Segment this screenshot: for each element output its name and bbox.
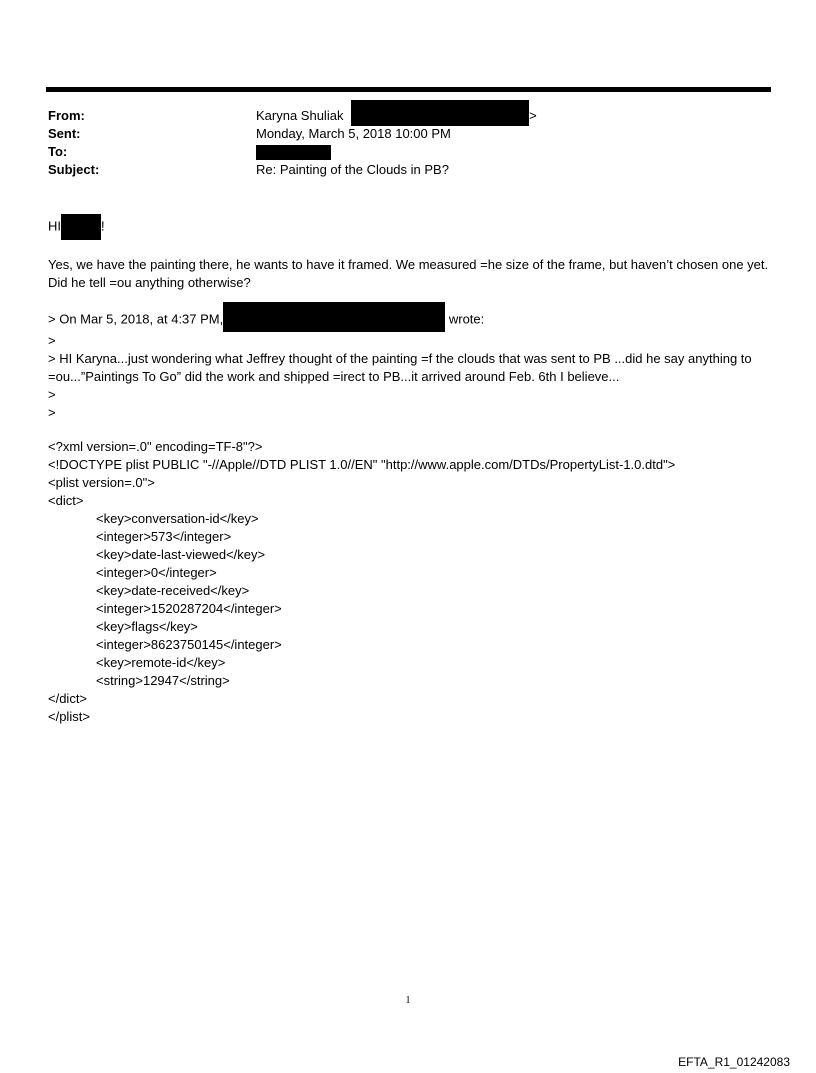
plist-entry: <key>conversation-id</key> (96, 511, 259, 526)
plist-open: <plist version=.0"> (48, 475, 155, 490)
redaction-box (256, 145, 331, 160)
greeting (48, 214, 773, 240)
from-row (48, 107, 768, 125)
plist-entry: <integer>1520287204</integer> (96, 601, 282, 616)
subject-value: Re: Painting of the Clouds in PB? (256, 162, 449, 177)
reply-paragraph: Yes, we have the painting there, he wants to have it framed. We measured =he size of the frame, but haven’t chosen one yet. Did he tell =ou anything otherwise? (48, 257, 769, 290)
header-rule (46, 87, 771, 92)
quote-line: > (48, 333, 56, 348)
plist-entry: <string>12947</string> (96, 673, 230, 688)
dict-close: </dict> (48, 691, 88, 706)
plist-entry: <integer>8623750145</integer> (96, 637, 282, 652)
from-name: Karyna Shuliak (256, 108, 344, 123)
quote-line: > (48, 387, 56, 402)
quote-intro-wrote: wrote: (448, 311, 485, 327)
from-close: > (529, 108, 537, 123)
sent-value: Monday, March 5, 2018 10:00 PM (256, 126, 451, 141)
sent-label: Sent: (48, 126, 81, 141)
page-number: 1 (405, 995, 411, 1006)
quote-line: > (48, 405, 56, 420)
greeting-text: HI (48, 218, 61, 234)
greeting-exclaim: ! (101, 218, 105, 234)
to-row (48, 143, 768, 161)
email-body (48, 214, 773, 726)
subject-label: Subject: (48, 162, 100, 177)
redaction-box (351, 100, 529, 126)
plist-xml-declaration: <?xml version=.0" encoding=TF-8"?> (48, 439, 263, 454)
dict-open: <dict> (48, 493, 84, 508)
plist-entry: <key>date-received</key> (96, 583, 250, 598)
quote-intro-text: > On Mar 5, 2018, at 4:37 PM, (48, 311, 224, 327)
quote-message: > HI Karyna...just wondering what Jeffrey thought of the painting =f the clouds that was sent to PB ...did he say anything to =ou...”Paintings To Go” did the work and shipped =irect to PB...it arrived around Feb. 6th I believe... (48, 351, 752, 384)
from-label: From: (48, 108, 85, 123)
redaction-box (61, 214, 101, 240)
to-value (256, 143, 331, 161)
plist-entry: <integer>573</integer> (96, 529, 232, 544)
plist-close: </plist> (48, 709, 90, 724)
email-header (48, 107, 768, 179)
to-label: To: (48, 144, 68, 159)
document-id: EFTA_R1_01242083 (678, 1055, 790, 1069)
plist-doctype: <!DOCTYPE plist PUBLIC "-//Apple//DTD PLIST 1.0//EN" "http://www.apple.com/DTDs/PropertyList-1.0.dtd"> (48, 457, 676, 472)
quote-intro (48, 308, 773, 332)
plist-entry: <integer>0</integer> (96, 565, 217, 580)
from-value (256, 107, 537, 126)
subject-row (48, 161, 768, 179)
plist-entry: <key>flags</key> (96, 619, 198, 634)
plist-entry: <key>remote-id</key> (96, 655, 226, 670)
plist-entry: <key>date-last-viewed</key> (96, 547, 266, 562)
sent-row (48, 125, 768, 143)
redaction-box (223, 302, 445, 332)
